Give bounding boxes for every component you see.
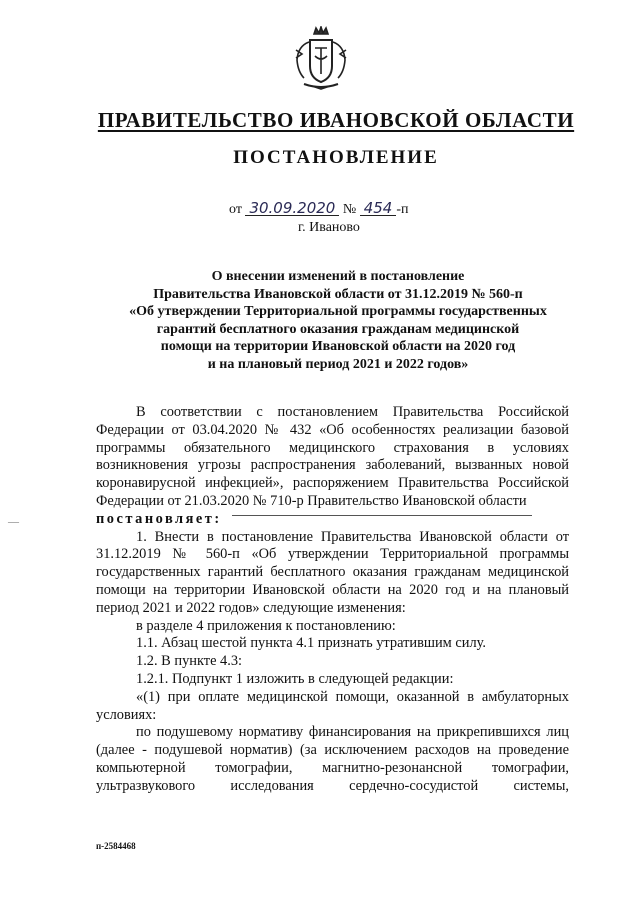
date-number-line xyxy=(229,201,408,218)
document-code: п-2584468 xyxy=(96,841,136,851)
scan-artifact-line xyxy=(232,515,532,516)
heading-line: «Об утверждении Территориальной программы государственных xyxy=(129,304,547,319)
document-body xyxy=(96,404,569,796)
document-heading xyxy=(104,268,572,373)
intro-paragraph: В соответствии с постановлением Правительства Российской Федерации от 03.04.2020 № 432 «Об особенностях реализации базовой программы обязательного медицинского страхования в условиях возникновения угрозы распространения заболеваний, вызванных новой коронавирусной инфекцией», распоряжением Правительства Российской Федерации от 21.03.2020 № 710-р Правительство Ивановской области xyxy=(96,404,569,509)
item-1-2-1: 1.2.1. Подпункт 1 изложить в следующей редакции: xyxy=(136,670,454,687)
item-1-2: 1.2. В пункте 4.3: xyxy=(136,653,243,670)
item-1-1: 1.1. Абзац шестой пункта 4.1 признать утратившим силу. xyxy=(136,635,486,652)
handwritten-date: 30.09.2020 xyxy=(245,201,339,216)
organization-title: ПРАВИТЕЛЬСТВО ИВАНОВСКОЙ ОБЛАСТИ xyxy=(97,108,575,132)
heading-line: помощи на территории Ивановской области на 2020 год xyxy=(160,339,516,354)
resolves-word: постановляет: xyxy=(96,510,222,527)
document-type: ПОСТАНОВЛЕНИЕ xyxy=(233,147,439,168)
handwritten-number: 454 xyxy=(360,201,397,216)
city: г. Иваново xyxy=(298,220,360,235)
item-1: 1. Внести в постановление Правительства Ивановской области от 31.12.2019 № 560-п «Об утверждении Территориальной программы государственных гарантий бесплатного оказания гражданам медицинской помощи на территории Ивановской области на 2020 год и на плановый период 2021 и 2022 годов» следующие изменения: xyxy=(96,528,569,616)
resolves-line xyxy=(96,511,569,529)
section-reference: в разделе 4 приложения к постановлению: xyxy=(136,617,396,634)
number-sign: № xyxy=(342,202,357,217)
date-prefix: от xyxy=(229,202,242,217)
heading-line: О внесении изменений в постановление xyxy=(211,269,465,284)
margin-mark: — xyxy=(8,516,19,528)
quoted-paragraph-2: по подушевому нормативу финансирования на прикрепившихся лиц (далее - подушевой норматив) (за исключением расходов на проведение компьютерной томографии, магнитно-резонансной томографии, ультразвукового исследования сердечно-сосудистой системы, xyxy=(96,724,569,794)
coat-of-arms-emblem xyxy=(292,26,350,92)
number-suffix: -п xyxy=(396,202,409,217)
heading-line: гарантий бесплатного оказания гражданам медицинской xyxy=(156,321,520,337)
heading-line: и на плановый период 2021 и 2022 годов» xyxy=(207,356,469,372)
heading-line: Правительства Ивановской области от 31.12.2019 № 560-п xyxy=(153,286,523,302)
quoted-paragraph-1: «(1) при оплате медицинской помощи, оказанной в амбулаторных условиях: xyxy=(96,688,569,723)
